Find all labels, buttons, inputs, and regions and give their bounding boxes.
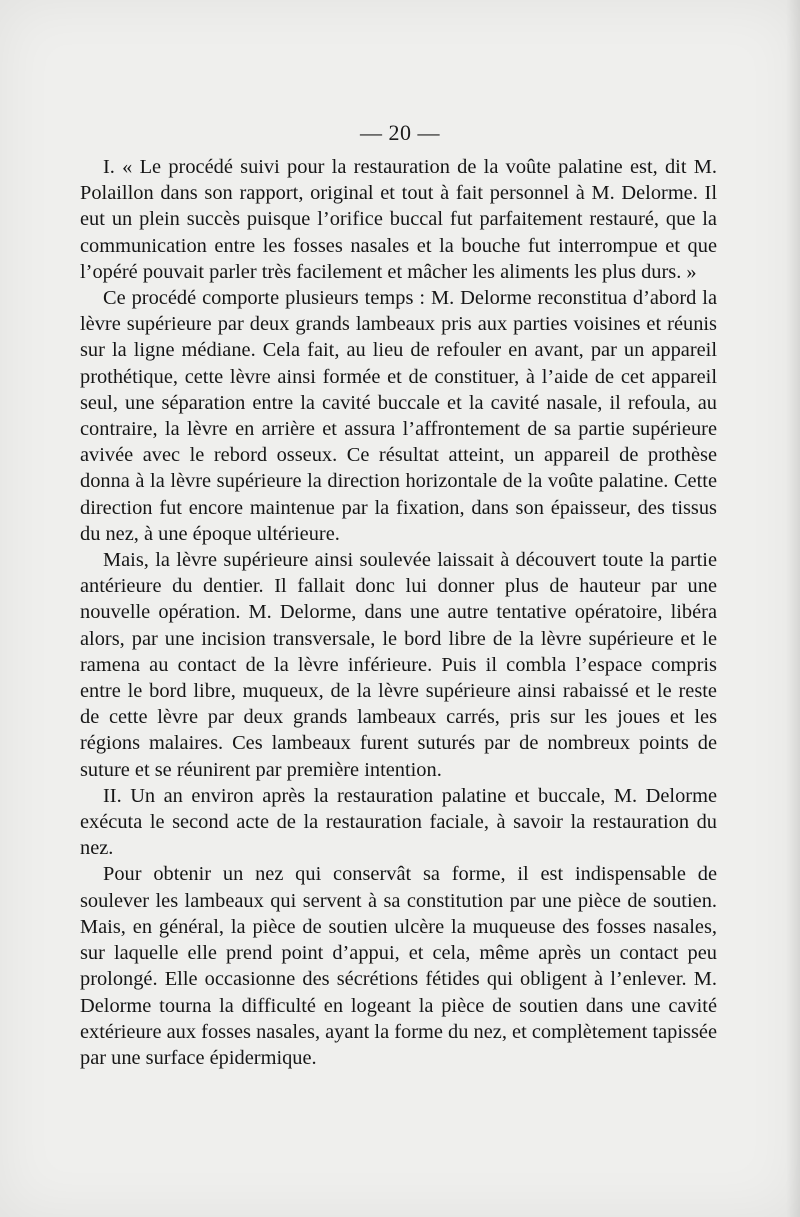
paragraph-5: Pour obtenir un nez qui conservât sa forme, il est indispensable de soulever les lambeaux qui servent à sa constitution par une pièce de soutien. Mais, en général, la pièce de soutien ulcère la muqueuse des fosses nasales, sur laquelle elle prend point d’appui, et cela, même après un contact peu prolongé. Elle occasionne des sécrétions fétides qui obligent à l’enlever. M. Delorme tourna la difficulté en logeant la pièce de soutien dans une cavité extérieure aux fosses nasales, ayant la forme du nez, et complètement tapissée par une surface épidermique.: [80, 863, 717, 1069]
body-text: [80, 154, 717, 1071]
paragraph-1: I. « Le procédé suivi pour la restauration de la voûte palatine est, dit M. Polaillon dans son rapport, original et tout à fait personnel à M. Delorme. Il eut un plein succès puisque l’orifice buccal fut parfaitement restauré, que la communication entre les fosses nasales et la bouche fut interrompue et que l’opéré pouvait parler très facilement et mâcher les aliments les plus durs. »: [80, 156, 717, 283]
page-number: — 20 —: [360, 120, 440, 145]
page-edge-shadow: [786, 0, 800, 1217]
paragraph-4: II. Un an environ après la restauration palatine et buccale, M. Delorme exécuta le second acte de la restauration faciale, à savoir la restauration du nez.: [80, 784, 717, 860]
paragraph-3: Mais, la lèvre supérieure ainsi soulevée laissait à découvert toute la partie antérieure du dentier. Il fallait donc lui donner plus de hauteur par une nouvelle opération. M. Delorme, dans une autre tentative opératoire, libéra alors, par une incision transversale, le bord libre de la lèvre supérieure et le ramena au contact de la lèvre inférieure. Puis il combla l’espace compris entre le bord libre, muqueux, de la lèvre supérieure ainsi rabaissé et le reste de cette lèvre par deux grands lambeaux carrés, pris sur les joues et les régions malaires. Ces lambeaux furent suturés par de nombreux points de suture et se réunirent par première intention.: [80, 549, 717, 781]
paragraph-2: Ce procédé comporte plusieurs temps : M. Delorme reconstitua d’abord la lèvre supérieure par deux grands lambeaux pris aux parties voisines et réunis sur la ligne médiane. Cela fait, au lieu de refouler en avant, par un appareil prothétique, cette lèvre ainsi formée et de constituer, à l’aide de cet appareil seul, une séparation entre la cavité buccale et la cavité nasale, il refoula, au contraire, la lèvre en arrière et assura l’affrontement de sa partie supérieure avivée avec le rebord osseux. Ce résultat atteint, un appareil de prothèse donna à la lèvre supérieure la direction horizontale de la voûte palatine. Cette direction fut encore maintenue par la fixation, dans son épaisseur, des tissus du nez, à une époque ultérieure.: [80, 287, 717, 545]
